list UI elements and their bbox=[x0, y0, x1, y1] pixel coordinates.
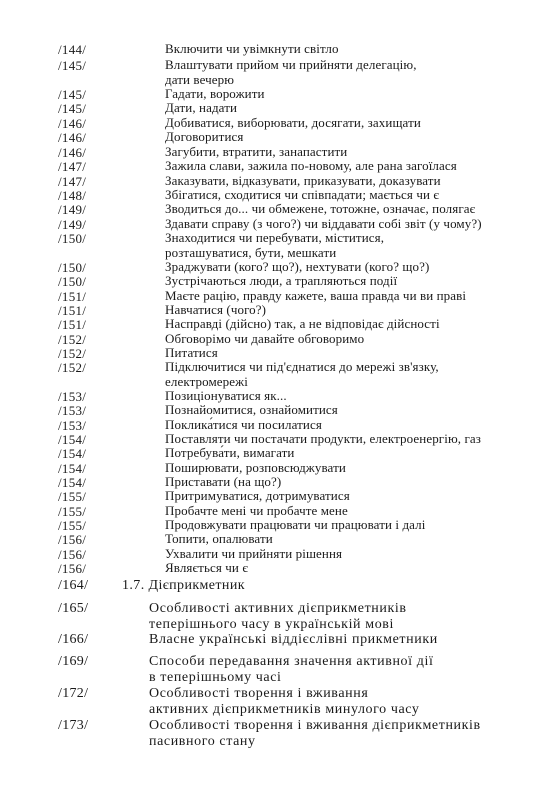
subsection-title-line: активних дієприкметників минулого часу bbox=[149, 702, 420, 717]
entry-text-line: Питатися bbox=[165, 345, 218, 360]
subsection-title bbox=[149, 686, 539, 718]
subsection-page-number: /166/ bbox=[58, 632, 89, 647]
entry-text bbox=[165, 403, 537, 418]
entry-text-line: Поставляти чи постачати продукти, електроенергію, газ bbox=[165, 431, 481, 446]
entry-page-number: /149/ bbox=[58, 217, 87, 232]
entry-page-number: /154/ bbox=[58, 461, 87, 476]
entry-text-line: Ухвалити чи прийняти рішення bbox=[165, 546, 343, 561]
entry-text-line: Знаходитися чи перебувати, міститися, bbox=[165, 230, 385, 245]
entry-text bbox=[165, 42, 537, 57]
entry-text-line: електромережі bbox=[165, 373, 248, 389]
entry-text-line: Дати, надати bbox=[165, 100, 238, 115]
entry-page-number: /152/ bbox=[58, 332, 87, 347]
entry-text-line: Добиватися, виборювати, досягати, захищати bbox=[165, 115, 421, 130]
subsection-title-line: пасивного стану bbox=[149, 734, 256, 749]
subsection-title-line: Особливості творення і вживання bbox=[149, 686, 369, 701]
entry-text-line: Заказувати, відказувати, приказувати, доказувати bbox=[165, 173, 441, 188]
entry-page-number: /151/ bbox=[58, 317, 87, 332]
entry-text-line: Приставати (на що?) bbox=[165, 474, 282, 489]
entry-text bbox=[165, 317, 537, 332]
entry-text bbox=[165, 274, 537, 289]
entry-page-number: /147/ bbox=[58, 174, 87, 189]
entry-page-number: /146/ bbox=[58, 116, 87, 131]
entry-text-line: Поширювати, розповсюджувати bbox=[165, 460, 346, 475]
subsection-title-line: в теперішньому часі bbox=[149, 670, 282, 685]
entry-page-number: /153/ bbox=[58, 403, 87, 418]
entry-page-number: /156/ bbox=[58, 561, 87, 576]
entry-text-line: Здавати справу (з чого?) чи віддавати собі звіт (у чому?) bbox=[165, 216, 482, 231]
entry-page-number: /152/ bbox=[58, 360, 87, 375]
subsection-title bbox=[149, 654, 539, 686]
subsection-title-line: Способи передавання значення активної дії bbox=[149, 654, 434, 669]
entry-text-line: Загубити, втратити, занапастити bbox=[165, 144, 348, 159]
entry-text bbox=[165, 101, 537, 116]
entry-page-number: /154/ bbox=[58, 446, 87, 461]
entry-text bbox=[165, 561, 537, 576]
entry-page-number: /151/ bbox=[58, 289, 87, 304]
entry-text-line: Насправді (дійсно) так, а не відповідає дійсності bbox=[165, 316, 440, 331]
subsection-page-number: /169/ bbox=[58, 654, 89, 669]
entry-page-number: /145/ bbox=[58, 87, 87, 102]
entry-text-line: Поклика́тися чи посилатися bbox=[165, 417, 322, 432]
entry-page-number: /150/ bbox=[58, 231, 87, 246]
subsection-page-number: /172/ bbox=[58, 686, 89, 701]
entry-text bbox=[165, 159, 537, 174]
subsection-page-number: /165/ bbox=[58, 601, 89, 616]
entry-text-line: Топити, опалювати bbox=[165, 531, 273, 546]
entry-text-line: розташуватися, бути, мешкати bbox=[165, 244, 337, 260]
entry-text-line: Продовжувати працювати чи працювати і далі bbox=[165, 517, 426, 532]
entry-text-line: Являється чи є bbox=[165, 560, 249, 575]
entry-text bbox=[165, 58, 537, 87]
entry-text-line: Зажила слави, зажила по-новому, але рана загоїлася bbox=[165, 158, 457, 173]
entry-text bbox=[165, 532, 537, 547]
subsection-title bbox=[149, 601, 539, 633]
entry-text-line: Потребува́ти, вимагати bbox=[165, 445, 295, 460]
entry-page-number: /151/ bbox=[58, 303, 87, 318]
entry-text-line: Договоритися bbox=[165, 129, 244, 144]
entry-text-line: Пробачте мені чи пробачте мене bbox=[165, 503, 348, 518]
entry-page-number: /154/ bbox=[58, 475, 87, 490]
entry-page-number: /149/ bbox=[58, 202, 87, 217]
entry-page-number: /155/ bbox=[58, 504, 87, 519]
entry-text-line: Маєте рацію, правду кажете, ваша правда чи ви праві bbox=[165, 288, 467, 303]
entry-page-number: /154/ bbox=[58, 432, 87, 447]
entry-page-number: /150/ bbox=[58, 260, 87, 275]
entry-text-line: Зводиться до... чи обмежене, тотожне, означає, полягає bbox=[165, 201, 476, 216]
entry-text-line: Збігатися, сходитися чи співпадати; мається чи є bbox=[165, 187, 440, 202]
entry-page-number: /156/ bbox=[58, 532, 87, 547]
entry-text bbox=[165, 130, 537, 145]
entry-text bbox=[165, 231, 537, 260]
entry-page-number: /156/ bbox=[58, 547, 87, 562]
entry-page-number: /150/ bbox=[58, 274, 87, 289]
subsection-title bbox=[149, 718, 539, 750]
section-title: 1.7. Дієприкметник bbox=[122, 578, 245, 593]
subsection-title-line: Особливості активних дієприкметників bbox=[149, 601, 407, 616]
entry-page-number: /155/ bbox=[58, 518, 87, 533]
entry-text-line: Зраджувати (кого? що?), нехтувати (кого? що?) bbox=[165, 259, 430, 274]
entry-page-number: /145/ bbox=[58, 101, 87, 116]
entry-page-number: /152/ bbox=[58, 346, 87, 361]
entry-page-number: /145/ bbox=[58, 58, 87, 73]
subsection-title-line: теперішнього часу в українській мові bbox=[149, 617, 395, 632]
entry-text-line: Влаштувати прийом чи прийняти делегацію, bbox=[165, 57, 417, 72]
subsection-title bbox=[149, 632, 539, 648]
entry-text-line: Гадати, ворожити bbox=[165, 86, 265, 101]
entry-text bbox=[165, 202, 537, 217]
entry-text bbox=[165, 446, 537, 461]
entry-text-line: Обговорімо чи давайте обговоримо bbox=[165, 331, 365, 346]
section-page-number: /164/ bbox=[58, 578, 89, 593]
entry-page-number: /147/ bbox=[58, 159, 87, 174]
entry-page-number: /155/ bbox=[58, 489, 87, 504]
entry-text-line: дати вечерю bbox=[165, 71, 235, 87]
entry-text-line: Притримуватися, дотримуватися bbox=[165, 488, 350, 503]
entry-page-number: /146/ bbox=[58, 130, 87, 145]
entry-text-line: Навчатися (чого?) bbox=[165, 302, 267, 317]
subsection-page-number: /173/ bbox=[58, 718, 89, 733]
entry-text-line: Позиціонуватися як... bbox=[165, 388, 287, 403]
entry-text bbox=[165, 360, 537, 389]
entry-page-number: /153/ bbox=[58, 389, 87, 404]
entry-text bbox=[165, 332, 537, 347]
entry-text bbox=[165, 489, 537, 504]
entry-page-number: /153/ bbox=[58, 418, 87, 433]
entry-text-line: Включити чи увімкнути світло bbox=[165, 41, 339, 56]
entry-text-line: Підключитися чи під'єднатися до мережі зв'язку, bbox=[165, 359, 439, 374]
subsection-title-line: Власне українські віддієслівні прикметники bbox=[149, 632, 438, 647]
subsection-title-line: Особливості творення і вживання дієприкметників bbox=[149, 718, 481, 733]
entry-page-number: /146/ bbox=[58, 145, 87, 160]
entry-page-number: /148/ bbox=[58, 188, 87, 203]
entry-page-number: /144/ bbox=[58, 42, 87, 57]
entry-text-line: Зустрічаються люди, а трапляються події bbox=[165, 273, 398, 288]
entry-text-line: Познайомитися, ознайомитися bbox=[165, 402, 338, 417]
